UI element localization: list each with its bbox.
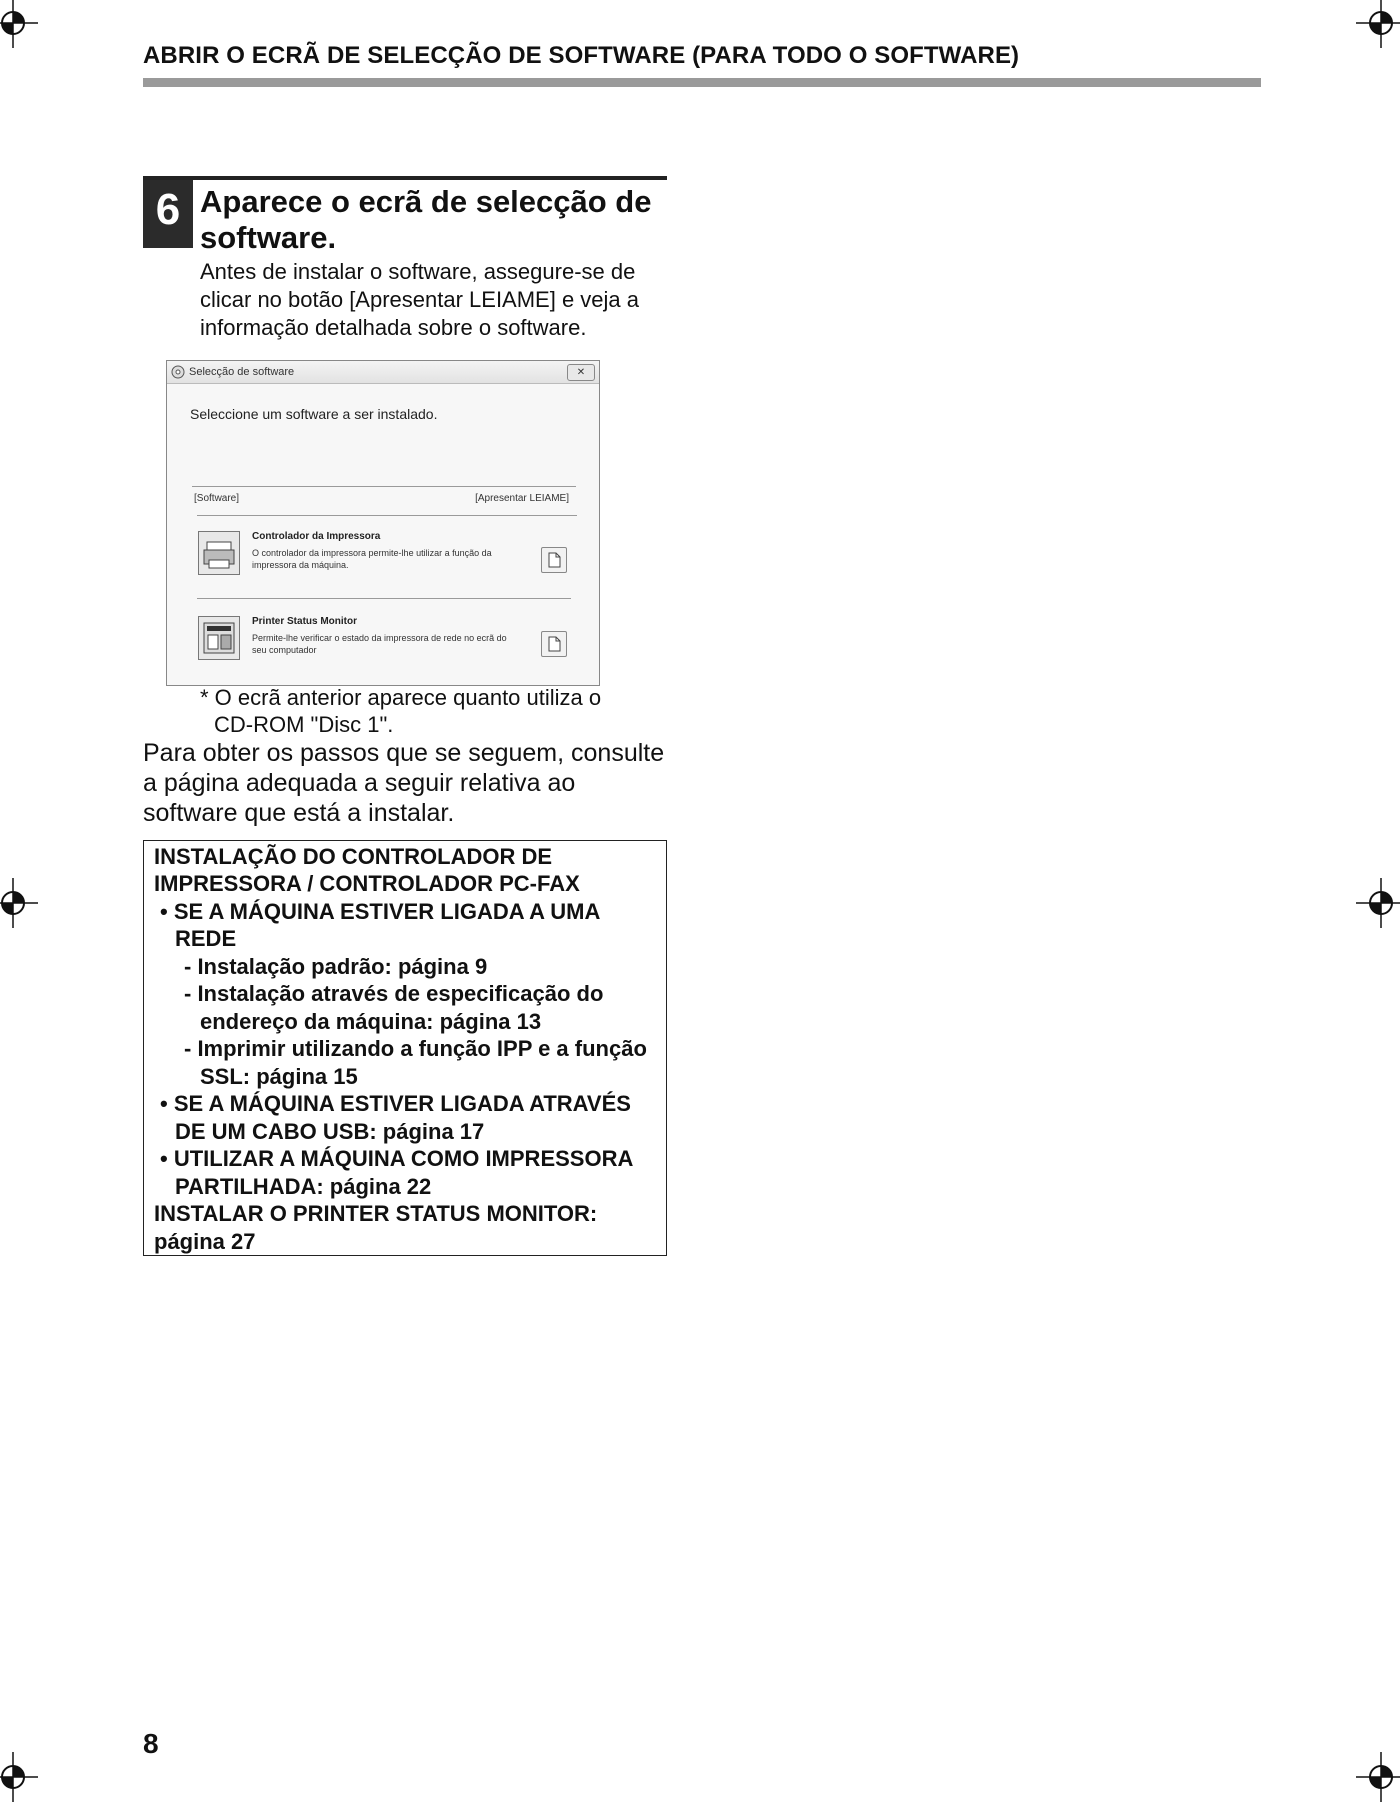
ref-line: endereço da máquina: página 13 [200,1009,542,1034]
registration-mark-bottom-right [1356,1752,1400,1802]
ref-line: DE UM CABO USB: página 17 [175,1119,485,1144]
divider [197,515,577,516]
close-icon[interactable]: ✕ [567,364,595,381]
dialog-title: Selecção de software [189,366,295,378]
printer-icon [199,532,239,574]
crosshair-icon [1356,1752,1400,1802]
divider [197,598,571,599]
ref-line: - Instalação padrão: página 9 [184,954,488,979]
registration-mark-bottom-left [0,1752,38,1802]
note-line-1: * O ecrã anterior aparece quanto utiliza o [200,685,602,710]
step-rule [143,176,667,180]
item-title-printer-status-monitor: Printer Status Monitor [252,616,358,627]
ref-line: • SE A MÁQUINA ESTIVER LIGADA ATRAVÉS [160,1091,631,1116]
reference-box [143,840,667,1256]
ref-line: página 27 [154,1229,256,1254]
instructions-paragraph: Para obter os passos que se seguem, consulte a página adequada a seguir relativa ao software que está a instalar. [143,739,665,827]
ref-line: - Instalação através de especificação do [184,981,604,1006]
step-number: 6 [143,180,193,248]
registration-mark-top-left [0,0,38,48]
crosshair-icon [1356,878,1400,928]
crosshair-icon [0,0,38,48]
crosshair-icon [0,1752,38,1802]
readme-button-printer-driver[interactable] [541,547,567,573]
printer-status-monitor-install-button[interactable] [198,616,240,660]
ref-line: - Imprimir utilizando a função IPP e a função [184,1036,647,1061]
ref-line: SSL: página 15 [200,1064,358,1089]
page-number: 8 [143,1728,159,1759]
cd-icon [171,365,185,379]
ref-line: REDE [175,926,237,951]
step-body: Antes de instalar o software, assegure-se de clicar no botão [Apresentar LEIAME] e veja a informação detalhada sobre o software. [200,259,640,340]
registration-mark-mid-right [1356,878,1400,928]
header-rule [143,78,1261,87]
dialog-prompt: Seleccione um software a ser instalado. [190,406,438,422]
page-header-title: ABRIR O ECRÃ DE SELECÇÃO DE SOFTWARE (PARA TODO O SOFTWARE) [143,42,1020,69]
item-title-printer-driver: Controlador da Impressora [252,531,381,542]
column-readme-label: [Apresentar LEIAME] [475,493,569,504]
ref-line: IMPRESSORA / CONTROLADOR PC-FAX [154,871,580,896]
document-icon [542,632,566,656]
ref-line: PARTILHADA: página 22 [175,1174,432,1199]
ref-line: INSTALAÇÃO DO CONTROLADOR DE [154,844,553,869]
registration-mark-top-right [1356,0,1400,48]
ref-line: • SE A MÁQUINA ESTIVER LIGADA A UMA [160,899,601,924]
dialog-titlebar [167,361,599,384]
divider [192,486,576,487]
step-title: Aparece o ecrã de selecção de software. [200,184,652,255]
status-monitor-icon [199,617,239,659]
document-icon [542,548,566,572]
ref-line: INSTALAR O PRINTER STATUS MONITOR: [154,1201,598,1226]
crosshair-icon [0,878,38,928]
column-software-label: [Software] [194,493,240,504]
item-desc-printer-driver: O controlador da impressora permite-lhe utilizar a função da impressora da máquina. [252,548,492,570]
item-desc-printer-status-monitor: Permite-lhe verificar o estado da impressora de rede no ecrã do seu computador [252,633,507,655]
crosshair-icon [1356,0,1400,48]
software-selection-screenshot [166,360,600,686]
readme-button-printer-status-monitor[interactable] [541,631,567,657]
screenshot-note [200,684,660,738]
ref-line: • UTILIZAR A MÁQUINA COMO IMPRESSORA [160,1146,634,1171]
registration-mark-mid-left [0,878,38,928]
printer-driver-install-button[interactable] [198,531,240,575]
note-line-2: CD-ROM "Disc 1". [214,712,394,737]
